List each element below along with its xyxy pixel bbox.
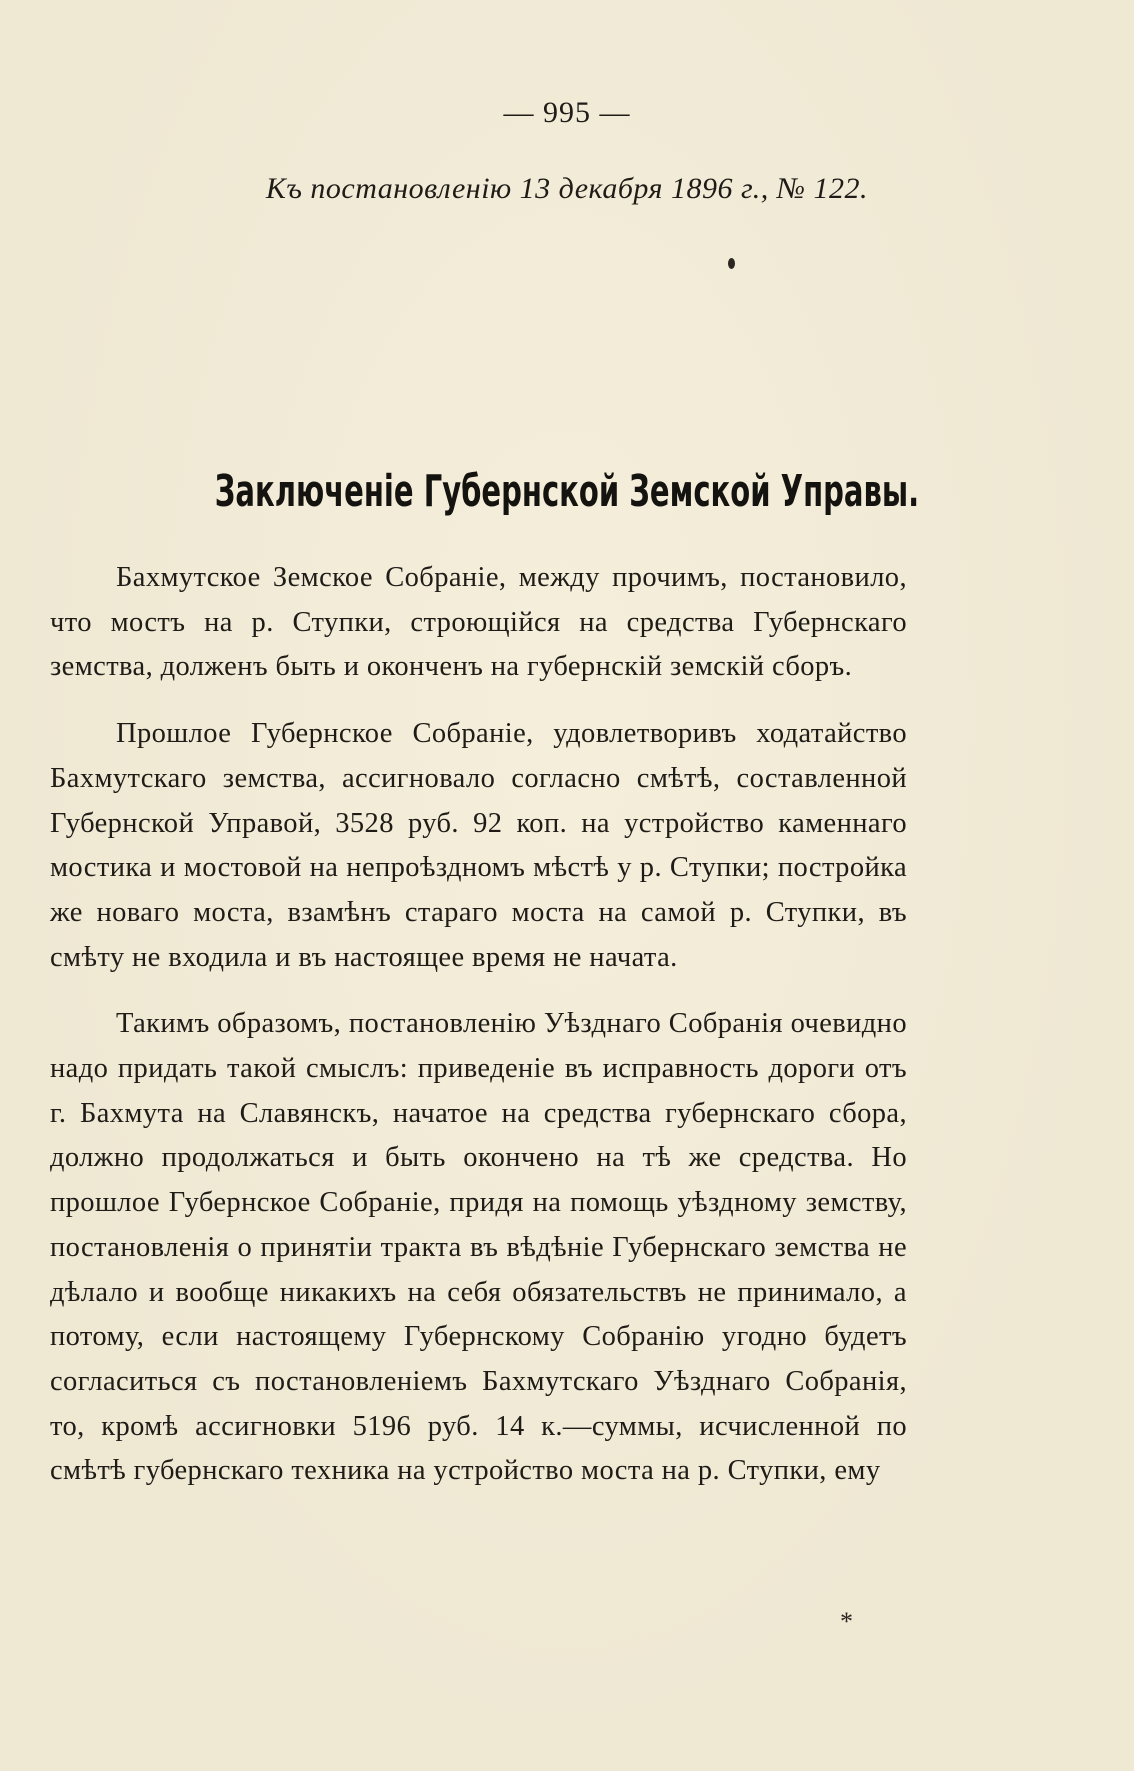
- resolution-reference: Къ постановленію 13 декабря 1896 г., № 122.: [265, 172, 869, 205]
- signature-mark: *: [840, 1607, 853, 1636]
- paragraph-1: Бахмутское Земское Собраніе, между прочимъ, постановило, что мостъ на р. Ступки, строющійся на средства Губернскаго земства, долженъ быть и оконченъ на губернскій земскій сборъ.: [50, 562, 907, 683]
- body-text: [50, 556, 907, 1494]
- section-heading: Заключеніе Губернской Земской Управы.: [214, 466, 920, 517]
- paragraph-3: Такимъ образомъ, постановленію Уѣзднаго Собранія очевидно надо придать такой смыслъ: приведеніе въ исправность дороги отъ г. Бахмута на Славянскъ, начатое на средства губернскаго сбора, должно продолжаться и быть окончено на тѣ же средства. Но прошлое Губернское Собраніе, придя на помощь уѣздному земству, постановленія о принятіи тракта въ вѣдѣніе Губернскаго земства не дѣлало и вообще никакихъ на себя обязательствъ не принимало, а потому, если настоящему Губернскому Собранію угодно будетъ согласиться съ постановленіемъ Бахмутскаго Уѣзднаго Собранія, то, кромѣ ассигновки 5196 руб. 14 к.—суммы, исчисленной по смѣтѣ губернскаго техника на устройство моста на р. Ступки, ему: [50, 1008, 907, 1487]
- paragraph-2: Прошлое Губернское Собраніе, удовлетворивъ ходатайство Бахмутскаго земства, ассигновало согласно смѣтѣ, составленной Губернской Управой, 3528 руб. 92 коп. на устройство каменнаго мостика и мостовой на непроѣздномъ мѣстѣ у р. Ступки; постройка же новаго моста, взамѣнъ стараго моста на самой р. Ступки, въ смѣту не входила и въ настоящее время не начата.: [50, 718, 907, 973]
- ink-dot: [728, 258, 735, 269]
- page-number: — 995 —: [503, 96, 631, 129]
